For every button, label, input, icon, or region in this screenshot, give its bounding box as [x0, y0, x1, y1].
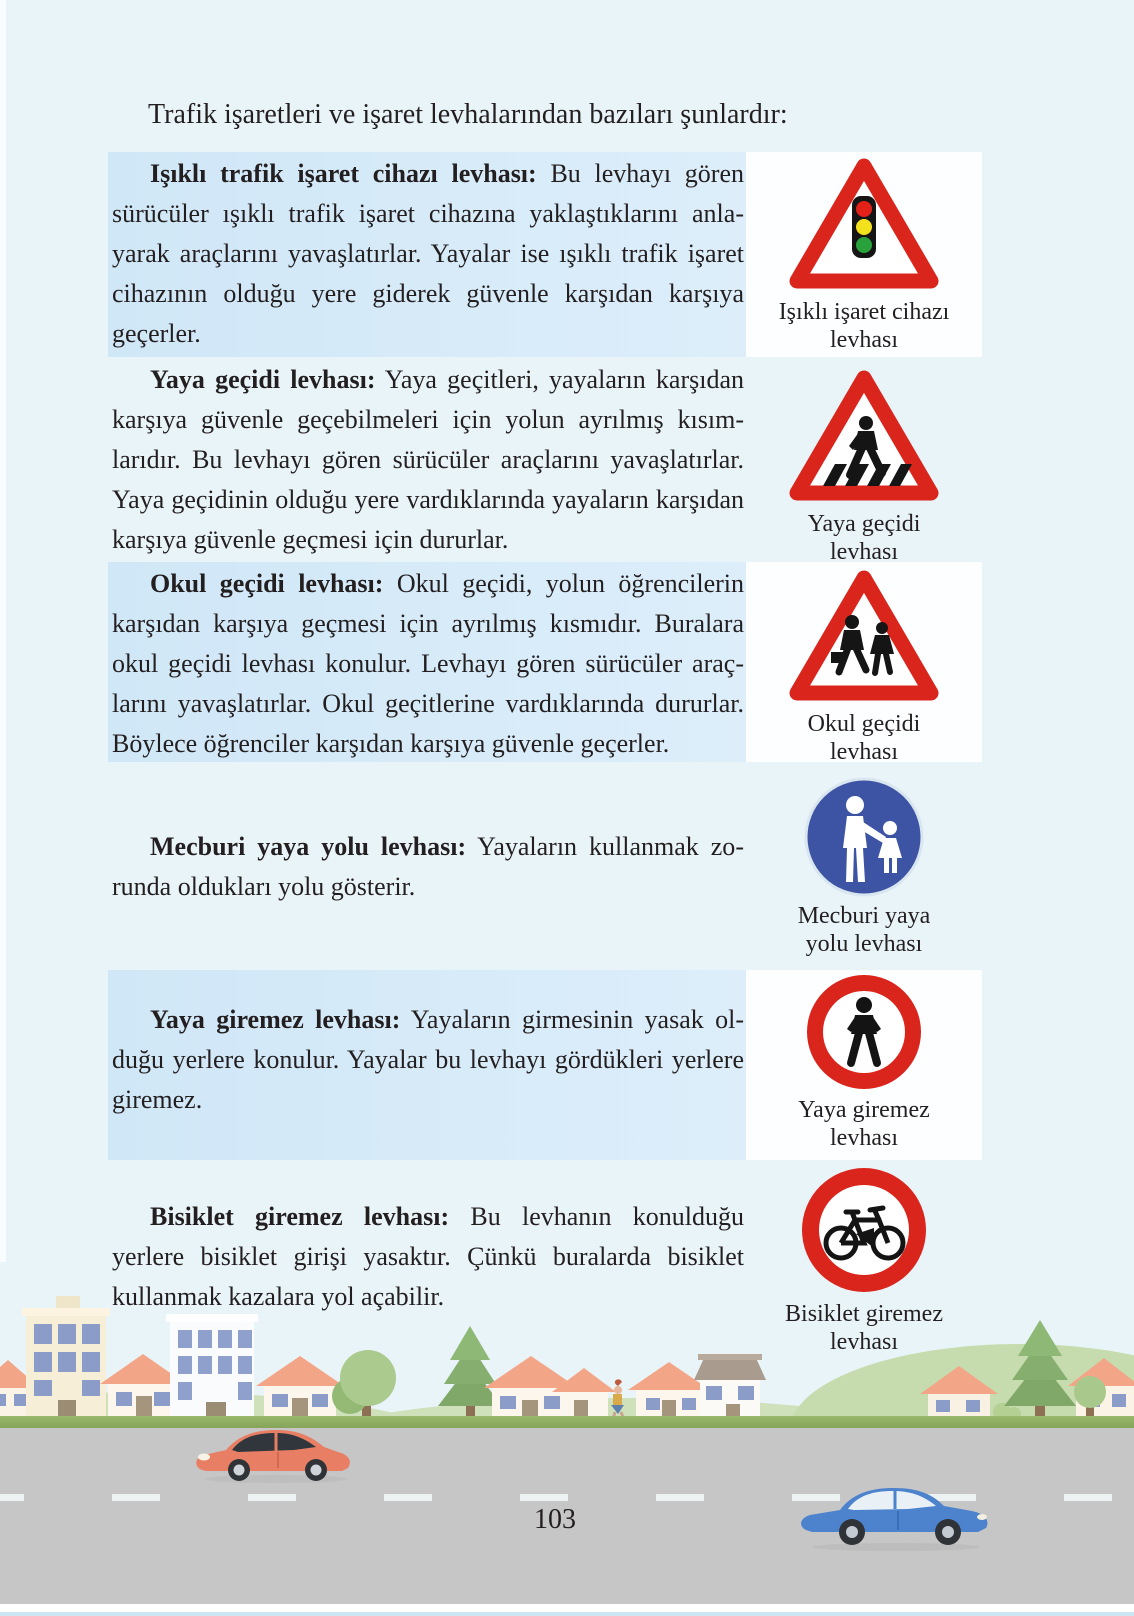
section-text — [112, 827, 744, 907]
page-title: Trafik işaretleri ve işaret levhalarından bazıları şunlardır: — [148, 99, 788, 130]
sign-caption-line2: levhası — [830, 327, 898, 353]
section-body: Okul geçidi, yolun öğrencilerin karşıdan karşıya geçmesi için ayrılmış kısmıdır. Buralara okul geçidi levhası konulur. Levhayı gören sürücüler araçlarını yavaşlatırlar. Okul geçitlerine vardıklarında dururlar. Böylece öğrenciler karşıdan karşıya güvenle geçerler. — [112, 569, 745, 758]
section-paragraph — [112, 564, 744, 764]
section-paragraph — [112, 827, 744, 907]
sign-caption-line2: yolu levhası — [805, 931, 923, 957]
red-car-illustration — [192, 1424, 358, 1484]
page-number: 103 — [534, 1504, 576, 1535]
house — [256, 1356, 344, 1420]
section-paragraph — [112, 360, 744, 560]
sign-caption-line2: levhası — [830, 1329, 898, 1355]
office-building — [166, 1314, 258, 1420]
sign-block — [746, 776, 982, 958]
page-left-edge — [0, 0, 6, 1262]
section-lead: Işıklı trafik işaret cihazı levhası: — [150, 159, 537, 188]
section-lead: Mecburi yaya yolu levhası: — [150, 832, 467, 861]
section-text — [112, 1000, 744, 1120]
school-crossing-warning-sign-icon — [789, 568, 939, 706]
bottom-page-edge-accent — [0, 1612, 1134, 1616]
sign-caption — [798, 1096, 930, 1152]
section-body: Bu levhanın konulduğu yerlere bisiklet girişi yasaktır. Çünkü buralarda bisiklet kullanmak kazalara yol açabilir. — [112, 1202, 745, 1311]
sign-caption — [808, 510, 921, 566]
sign-caption-line2: levhası — [830, 739, 898, 765]
grass-strip — [0, 1416, 1134, 1428]
sign-block — [746, 972, 982, 1152]
sign-caption-line2: levhası — [830, 539, 898, 565]
city-skyline-illustration — [0, 1262, 1134, 1420]
section-body: Yayaların kullanmak zorunda oldukları yolu gösterir. — [112, 832, 744, 901]
apartment-building — [22, 1296, 110, 1420]
sign-caption-line1: Mecburi yaya — [797, 903, 931, 929]
house — [694, 1354, 766, 1420]
section-lead: Bisiklet giremez levhası: — [150, 1202, 450, 1231]
section-paragraph — [112, 154, 744, 354]
traffic-light-warning-sign-icon — [789, 156, 939, 294]
sign-caption-line1: Işıklı işaret cihazı — [778, 299, 950, 325]
sign-caption-line1: Yaya geçidi — [807, 511, 921, 537]
section-body: Yaya geçitleri, yayaların karşıdan karşıya güvenle geçebilmeleri için yolun ayrılmış kısımlarıdır. Bu levhayı gören sürücüler araçlarını yavaşlatırlar. Yaya geçidinin olduğu yere vardıklarında yayaların karşıdan karşıya güvenle geçmesi için dururlar. — [112, 365, 745, 554]
sign-caption — [779, 298, 950, 354]
pedestrian-crossing-warning-sign-icon — [789, 368, 939, 506]
sign-block — [746, 368, 982, 566]
sign-caption-line1: Yaya giremez — [798, 1097, 930, 1123]
section-lead: Okul geçidi levhası: — [150, 569, 384, 598]
section-body: Bu levhayı gören sürücüler ışıklı trafik işaret cihazına yaklaştıklarını anlayarak araçlarını yavaşlatırlar. Yayalar ise ışıklı trafik işaret cihazının olduğu yere giderek güvenle karşıdan karşıya geçerler. — [112, 159, 745, 348]
section-text — [112, 564, 744, 764]
section-text — [112, 360, 744, 560]
sign-caption-line1: Bisiklet giremez — [785, 1301, 943, 1327]
sign-block — [746, 156, 982, 354]
mandatory-pedestrian-path-sign-icon — [803, 776, 925, 898]
house — [628, 1362, 710, 1420]
section-body: Yayaların girmesinin yasak olduğu yerlere konulur. Yayalar bu levhayı gördükleri yerlere giremez. — [112, 1005, 744, 1114]
sign-caption-line2: levhası — [830, 1125, 898, 1151]
sign-caption — [798, 902, 931, 958]
tree — [332, 1350, 396, 1420]
section-paragraph — [112, 1000, 744, 1120]
sign-caption — [808, 710, 921, 766]
section-lead: Yaya geçidi levhası: — [150, 365, 376, 394]
no-pedestrians-sign-icon — [804, 972, 924, 1092]
house — [552, 1368, 616, 1420]
section-text — [112, 154, 744, 354]
sign-block — [746, 568, 982, 766]
sign-caption-line1: Okul geçidi — [807, 711, 921, 737]
section-lead: Yaya giremez levhası: — [150, 1005, 401, 1034]
